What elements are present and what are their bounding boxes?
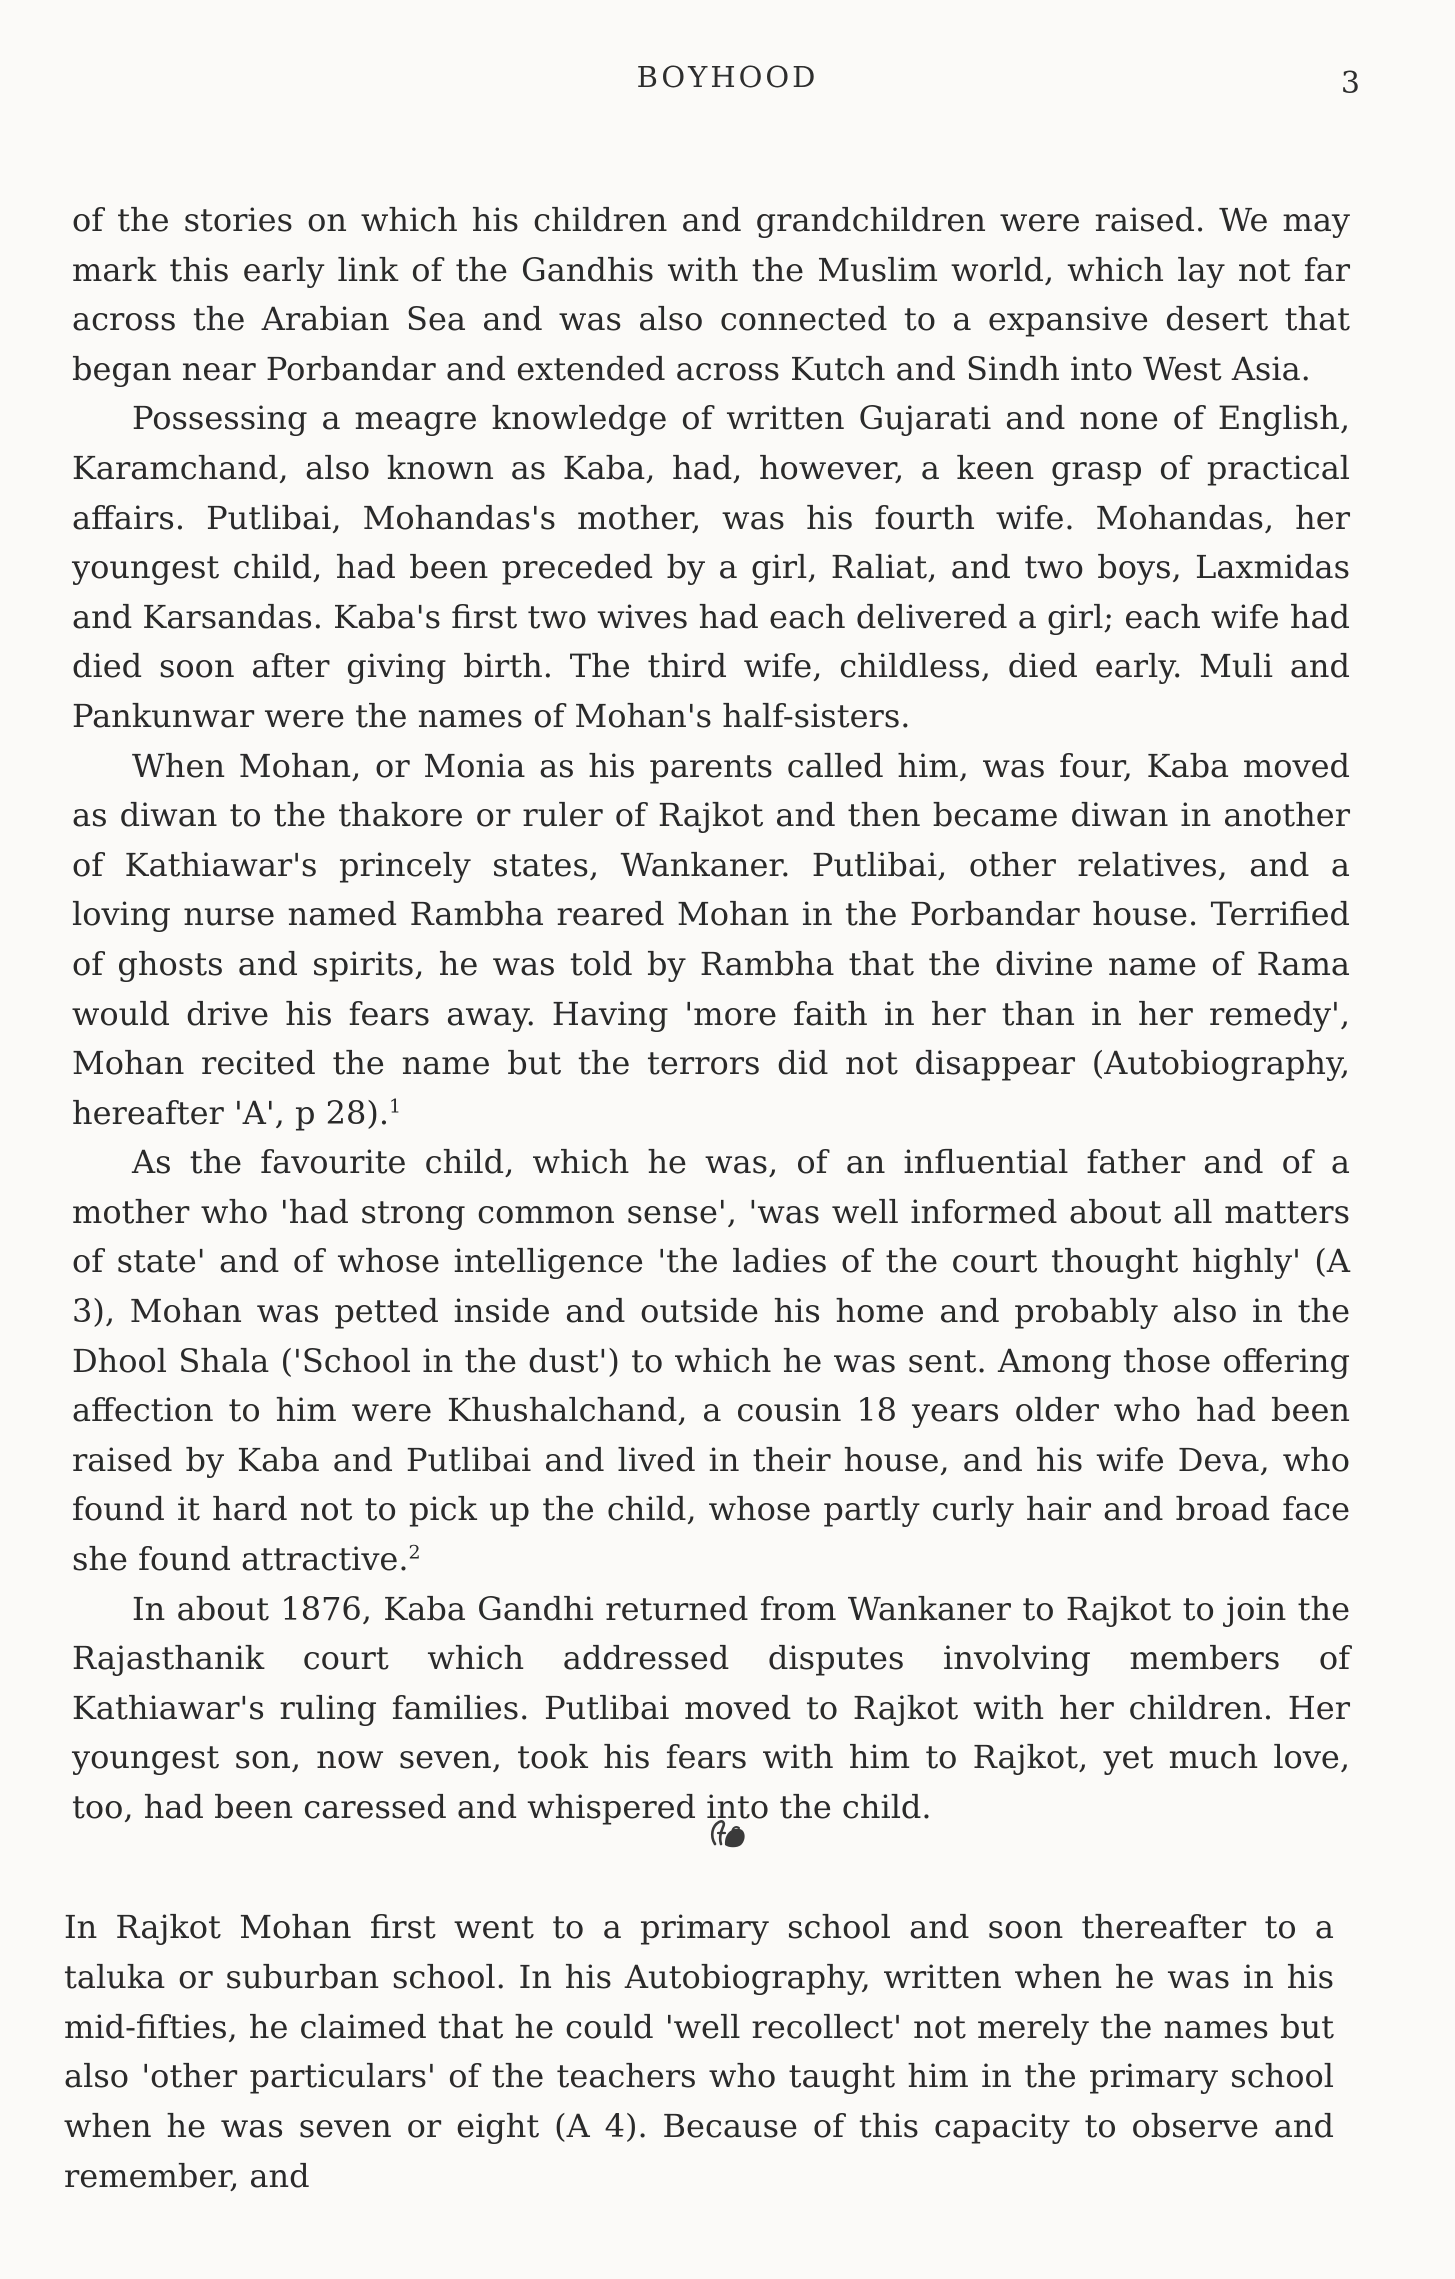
new-section-text: [64, 1903, 1334, 2202]
paragraph-2-text: Possessing a meagre knowledge of written Gujarati and none of English, Karamchand, also known as Kaba, had, however, a keen grasp of practical affairs. Putlibai, Mohandas's mother, was his fourth wife. Mohandas, her youngest child, had been preceded by a girl, Raliat, and two boys, Laxmidas and Karsandas. Kaba's first two wives had each delivered a girl; each wife had died soon after giving birth. The third wife, childless, died early. Muli and Pankunwar were the names of Mohan's half-sisters.: [72, 399, 1350, 735]
leaf-fleuron-icon: [706, 1815, 750, 1849]
paragraph-5-text: In about 1876, Kaba Gandhi returned from Wankaner to Rajkot to join the Rajasthanik court which addressed disputes involving members of Kathiawar's ruling families. Putlibai moved to Rajkot with her children. Her youngest son, now seven, took his fears with him to Rajkot, yet much love, too, had been caressed and whispered into the child.: [72, 1589, 1350, 1826]
paragraph-3: [72, 742, 1350, 1139]
footnote-marker-1: 1: [389, 1095, 402, 1118]
paragraph-4-text: As the favourite child, which he was, of an influential father and of a mother who 'had strong common sense', 'was well informed about all matters of state' and of whose intelligence 'the ladies of the court thought highly' (A 3), Mohan was petted inside and outside his home and probably also in the Dhool Shala ('School in the dust') to which he was sent. Among those offering affection to him were Khushalchand, a cousin 18 years older who had been raised by Kaba and Putlibai and lived in their house, and his wife Deva, who found it hard not to pick up the child, whose partly curly hair and broad face she found attractive.: [72, 1143, 1350, 1579]
footnote-marker-2: 2: [408, 1541, 421, 1564]
page-number: 3: [1340, 66, 1360, 101]
body-text: [72, 196, 1350, 1833]
paragraph-6: [64, 1903, 1334, 2202]
paragraph-1: [72, 196, 1350, 394]
running-head: BOYHOOD: [636, 60, 819, 94]
section-break-ornament: [0, 1815, 1455, 1853]
paragraph-6-text: In Rajkot Mohan first went to a primary school and soon thereafter to a taluka or suburban school. In his Autobiography, written when he was in his mid-fifties, he claimed that he could 'well recollect' not merely the names but also 'other particulars' of the teachers who taught him in the primary school when he was seven or eight (A 4). Because of this capacity to observe and remember, and: [64, 1908, 1334, 2195]
paragraph-5: [72, 1585, 1350, 1833]
paragraph-1-text: of the stories on which his children and grandchildren were raised. We may mark this early link of the Gandhis with the Muslim world, which lay not far across the Arabian Sea and was also connected to a expansive desert that began near Porbandar and extended across Kutch and Sindh into West Asia.: [72, 201, 1350, 388]
paragraph-2: [72, 394, 1350, 741]
paragraph-4: [72, 1138, 1350, 1584]
paragraph-3-text: When Mohan, or Monia as his parents called him, was four, Kaba moved as diwan to the thakore or ruler of Rajkot and then became diwan in another of Kathiawar's princely states, Wankaner. Putlibai, other relatives, and a loving nurse named Rambha reared Mohan in the Porbandar house. Terrified of ghosts and spirits, he was told by Rambha that the divine name of Rama would drive his fears away. Having 'more faith in her than in her remedy', Mohan recited the name but the terrors did not disappear (Autobiography, hereafter 'A', p 28).: [72, 746, 1350, 1132]
